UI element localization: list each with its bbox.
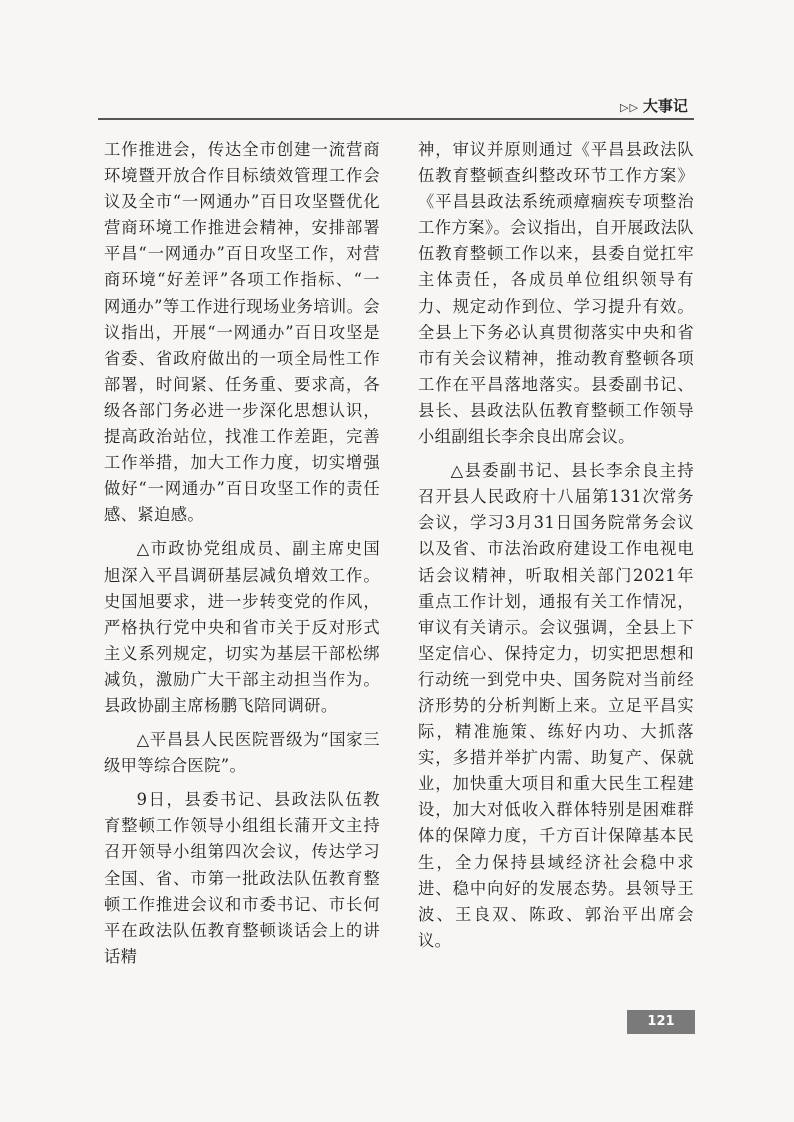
- left-column: [104, 137, 380, 978]
- right-column: [418, 137, 694, 962]
- header-rule: [98, 118, 694, 120]
- paragraph: △市政协党组成员、副主席史国旭深入平昌调研基层减负增效工作。史国旭要求，进一步转变党的作风，严格执行党中央和省市关于反对形式主义系列规定，切实为基层干部松绑减负，激励广大干部主动担当作为。县政协副主席杨鹏飞陪同调研。: [104, 539, 380, 715]
- section-header: [620, 97, 688, 117]
- double-triangle-right-icon: ▷▷: [620, 101, 639, 114]
- page-number: 121: [627, 1010, 695, 1034]
- paragraph: △县委副书记、县长李余良主持召开县人民政府十八届第131次常务会议，学习3月31日国务院常务会议以及省、市法治政府建设工作电视电话会议精神，听取相关部门2021年重点工作计划，通报有关工作情况，审议有关请示。会议强调，全县上下坚定信心、保持定力，切实把思想和行动统一到党中央、国务院对当前经济形势的分析判断上来。立足平昌实际，精准施策、练好内功、大抓落实，多措并举扩内需、助复产、保就业，加快重大项目和重大民生工程建设，加大对低收入群体特别是困难群体的保障力度，千方百计保障基本民生，全力保持县域经济社会稳中求进、稳中向好的发展态势。县领导王波、王良双、陈政、郭治平出席会议。: [418, 461, 694, 950]
- paragraph: △平昌县人民医院晋级为“国家三级甲等综合医院”。: [104, 730, 380, 776]
- paragraph: 神，审议并原则通过《平昌县政法队伍教育整顿查纠整改环节工作方案》《平昌县政法系统顽瘴痼疾专项整治工作方案》。会议指出，自开展政法队伍教育整顿工作以来，县委自觉扛牢主体责任，各成员单位组织领导有力、规定动作到位、学习提升有效。全县上下务必认真贯彻落实中央和省市有关会议精神，推动教育整顿各项工作在平昌落地落实。县委副书记、县长、县政法队伍教育整顿工作领导小组副组长李余良出席会议。: [418, 140, 694, 447]
- paragraph: 工作推进会，传达全市创建一流营商环境暨开放合作目标绩效管理工作会议及全市“一网通办”百日攻坚暨优化营商环境工作推进会精神，安排部署平昌“一网通办”百日攻坚工作，对营商环境“好差评”各项工作指标、“一网通办”等工作进行现场业务培训。会议指出，开展“一网通办”百日攻坚是省委、省政府做出的一项全局性工作部署，时间紧、任务重、要求高，各级各部门务必进一步深化思想认识，提高政治站位，找准工作差距，完善工作举措，加大工作力度，切实增强做好“一网通办”百日攻坚工作的责任感、紧迫感。: [104, 140, 380, 525]
- section-title: 大事记: [642, 97, 688, 115]
- paragraph: 9日，县委书记、县政法队伍教育整顿工作领导小组组长蒲开文主持召开领导小组第四次会议，传达学习全国、省、市第一批政法队伍教育整顿工作推进会议和市委书记、市长何平在政法队伍教育整顿谈话会上的讲话精: [104, 790, 380, 966]
